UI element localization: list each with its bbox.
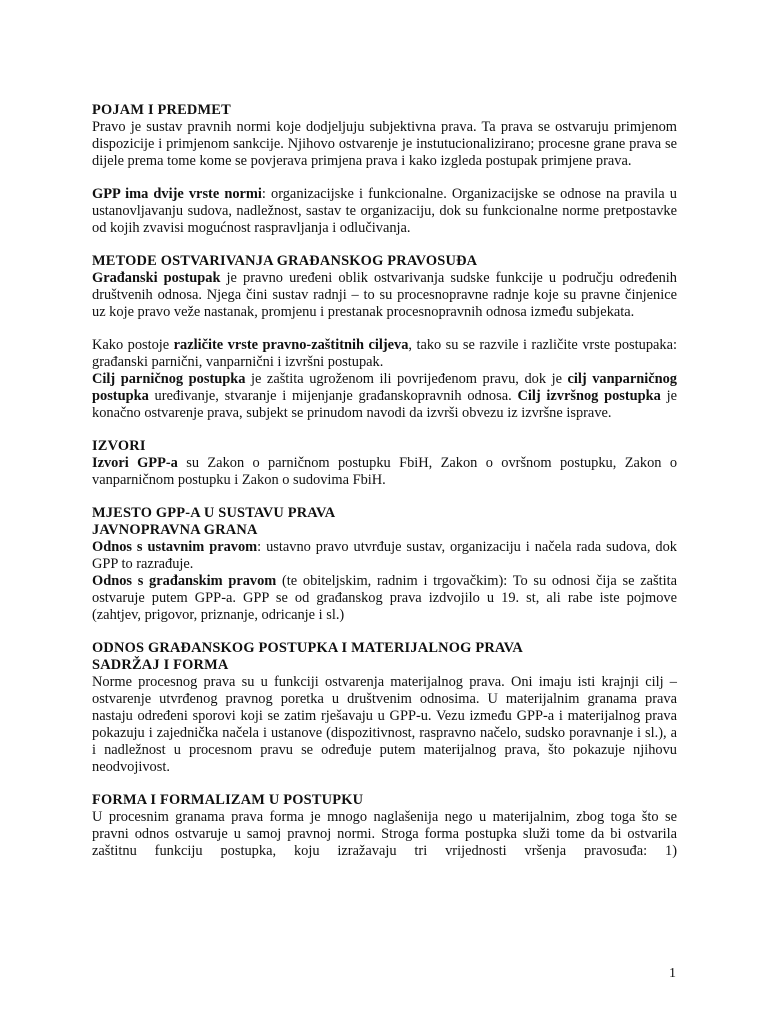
paragraph-text: , tako su se razvile i različite vrste postupaka: građanski parnični, vanparnični i izvršni postupak.: [92, 337, 677, 370]
paragraph: [92, 539, 677, 573]
paragraph-text: : organizacijske i funkcionalne. Organizacijske se odnose na pravila u ustanovljavanju sudova, nadležnost, sastav te organizaciju, dok su funkcionalne norme pretpostavke od kojih zvavisi mogućnost raspravljanja i odlučivanja.: [92, 186, 677, 236]
paragraph-text: Pravo je sustav pravnih normi koje dodjeljuju subjektivna prava. Ta prava se ostvaruju primjenom dispozicije i primjenom sankcije. Njihovo ostvarenje je instutucionalizirano; procesne grane prava se dijele prema tome kome se povjerava primjena prava i kako izgleda postupak primjene prava.: [92, 119, 677, 169]
paragraph: [92, 119, 677, 170]
paragraph-text: uređivanje, stvaranje i mijenjanje građanskopravnih odnosa.: [148, 388, 518, 404]
bold-term: Odnos s građanskim pravom: [92, 573, 277, 589]
paragraph-text: Norme procesnog prava su u funkciji ostvarenja materijalnog prava. Oni imaju isti krajnji cilj – ostvarenje utvrđenog pravnog poretka u društvenim odnosima. U materijalnim granama prava nastaju određeni sporovi koji se zatim rješavaju u GPP-u. Vezu između GPP-a i materijalnog prava pokazuju i zajednička načela i ustanove (dispozitivnost, raspravno načelo, sudsko poravnanje i sl.), a i nadležnost u procesnom pravu se određuje putem materijalnog prava, što pokazuje njihovu neodvojivost.: [92, 674, 677, 775]
bold-term: cilj vanparničnog postupka: [92, 371, 678, 404]
bold-term: GPP ima dvije vrste normi: [92, 186, 262, 202]
paragraph-text: U procesnim granama prava forma je mnogo naglašenija nego u materijalnim, zbog toga što se pravni odnos ostvaruje u samoj pravnoj normi. Stroga forma postupka služi tome da bi ostvarila zaštitnu funkciju postupka, koju izražavaju tri vrijednosti vršenja pravosuđa: 1): [92, 809, 677, 859]
paragraph-text: je zaštita ugroženom ili povrijeđenom pravu, dok je: [245, 371, 568, 387]
paragraph-text: : ustavno pravo utvrđuje sustav, organizaciju i načela rada sudova, dok GPP to razrađuje.: [92, 539, 677, 572]
bold-term: Cilj parničnog postupka: [92, 371, 246, 387]
bold-term: različite vrste pravno-zaštitnih ciljeva: [173, 337, 409, 353]
section-heading-izvori: IZVORI: [92, 438, 146, 454]
bold-term: Građanski postupak: [92, 270, 221, 286]
paragraph: [92, 455, 677, 489]
page-content: [92, 102, 677, 860]
paragraph: [92, 371, 677, 422]
paragraph: [92, 809, 677, 860]
paragraph-text: Kako postoje: [92, 337, 174, 353]
paragraph-text: (te obiteljskim, radnim i trgovačkim): To su odnosi čija se zaštita ostvaruje putem GPP-a. GPP se od građanskog prava izdvojilo u 19. st, ali rabe iste pojmove (zahtjev, prigovor, priznanje, odricanje i sl.): [92, 573, 677, 623]
paragraph: [92, 186, 677, 237]
bold-term: Izvori GPP-a: [92, 455, 178, 471]
paragraph: [92, 337, 677, 371]
paragraph-text: su Zakon o parničnom postupku FbiH, Zakon o ovršnom postupku, Zakon o vanparničnom postupku i Zakon o sudovima FbiH.: [92, 455, 678, 488]
bold-term: Odnos s ustavnim pravom: [92, 539, 258, 555]
page-number: 1: [669, 966, 676, 981]
section-heading-metode: METODE OSTVARIVANJA GRAĐANSKOG PRAVOSUĐA: [92, 253, 478, 269]
paragraph-text: je pravno uređeni oblik ostvarivanja sudske funkcije u području određenih društvenih odnosa. Njega čini sustav radnji – to su procesnopravne radnje koje su pravne činjenice uz koje pravo veže nastanak, promjenu i prestanak procesnopravnih odnosa između subjekata.: [92, 270, 677, 320]
subheading-sadrzaj: SADRŽAJ I FORMA: [92, 657, 229, 673]
bold-term: Cilj izvršnog postupka: [517, 388, 661, 404]
paragraph: [92, 573, 677, 624]
section-heading-mjesto: MJESTO GPP-A U SUSTAVU PRAVA: [92, 505, 336, 521]
section-heading-pojam: POJAM I PREDMET: [92, 102, 231, 118]
section-heading-odnos: ODNOS GRAĐANSKOG POSTUPKA I MATERIJALNOG PRAVA: [92, 640, 523, 656]
section-heading-forma: FORMA I FORMALIZAM U POSTUPKU: [92, 792, 364, 808]
paragraph: [92, 674, 677, 776]
paragraph: [92, 270, 677, 321]
subheading-javnopravna: JAVNOPRAVNA GRANA: [92, 522, 258, 538]
paragraph-text: je konačno ostvarenje prava, subjekt se prinudom navodi da izvrši obvezu iz izvršne isprave.: [92, 388, 677, 421]
